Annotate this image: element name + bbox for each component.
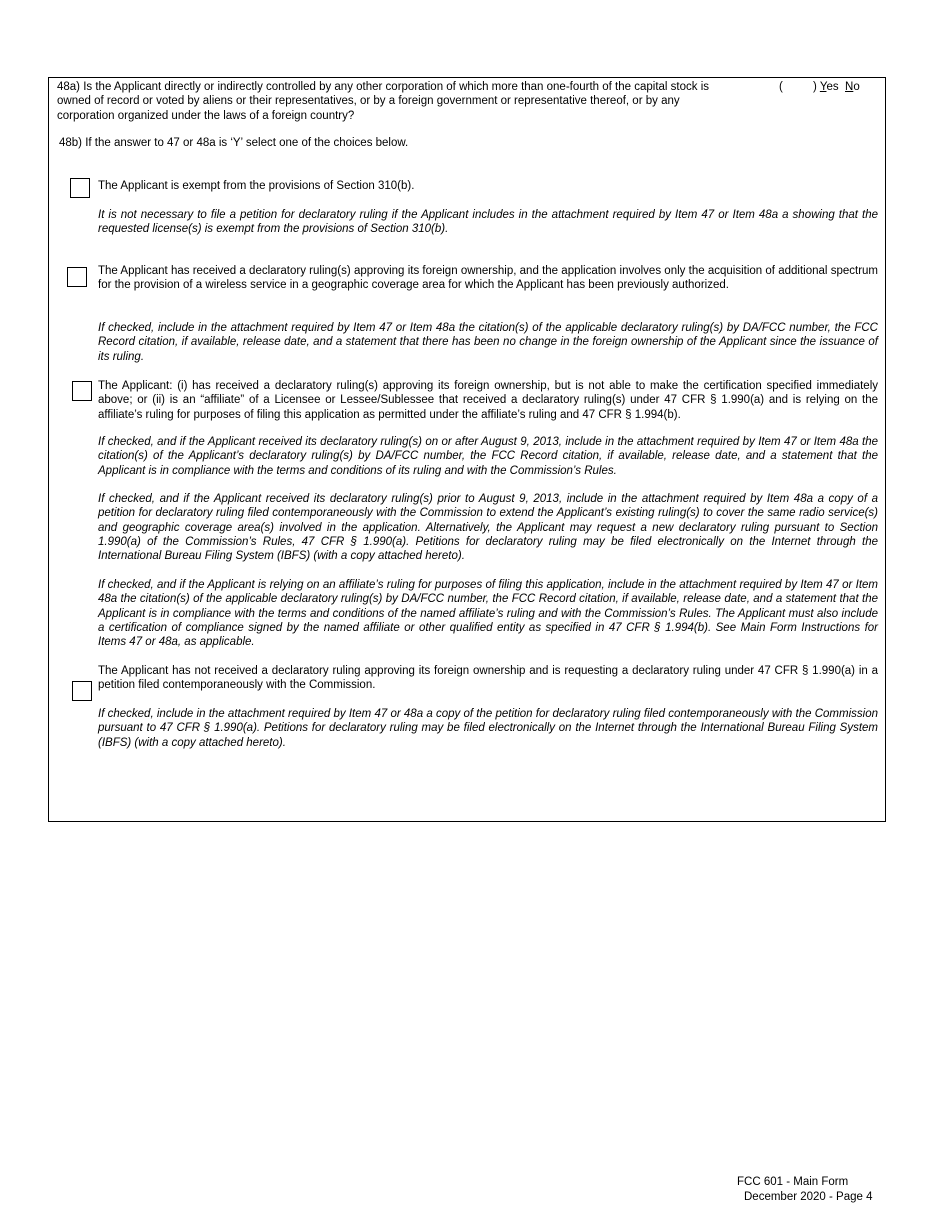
option-requesting-ruling-checkbox[interactable] <box>72 681 92 701</box>
yes-no-field[interactable] <box>779 80 860 94</box>
page-footer <box>737 1175 887 1204</box>
option-affiliate-ruling-label: The Applicant: (i) has received a declaratory ruling(s) approving its foreign ownership, but is not able to make the certification specified immediately above; or (ii) is an “affiliate” of a Licensee or Lessee/Sublessee that received a declaratory ruling(s) under 47 CFR § 1.990(a) and is relying on the affiliate’s ruling for purposes of filing this application as permitted under the affiliate’s ruling and 47 CFR § 1.994(b). <box>98 380 878 421</box>
question-48-section <box>48 77 886 822</box>
option-requesting-ruling-note: If checked, include in the attachment required by Item 47 or 48a a copy of the petition for declaratory ruling filed contemporaneously with the Commission pursuant to 47 CFR § 1.990(a). Petitions for declaratory ruling may be filed electronically on the Internet through the International Bureau Filing System (IBFS) (with a copy attached hereto). <box>98 708 878 749</box>
option-declaratory-ruling-checkbox[interactable] <box>67 267 87 287</box>
option-exempt-note: It is not necessary to file a petition for declaratory ruling if the Applicant includes in the attachment required by Item 47 or Item 48a a showing that the requested license(s) is exempt from the provisions of Section 310(b). <box>98 209 878 236</box>
option-declaratory-ruling-label: The Applicant has received a declaratory ruling(s) approving its foreign ownership, and the application involves only the acquisition of additional spectrum for the provision of a wireless service in a geographic coverage area for which the Applicant has been previously authorized. <box>98 265 878 292</box>
option-affiliate-ruling-checkbox[interactable] <box>72 381 92 401</box>
no-initial: N <box>845 81 854 93</box>
yes-initial: Y <box>819 81 827 93</box>
question-48a-text: 48a) Is the Applicant directly or indirectly controlled by any other corporation of which more than one-fourth of the capital stock is owned of record or voted by aliens or their representatives, or by a foreign government or representative thereof, or by any corporation organized under the laws of a foreign country? <box>57 81 710 122</box>
option-affiliate-ruling-note-after-2013: If checked, and if the Applicant received its declaratory ruling(s) on or after August 9, 2013, include in the attachment required by Item 47 or Item 48a the citation(s) of the Applicant’s declaratory ruling(s) by DA/FCC number, the FCC Record citation, if available, release date, and a statement that the Applicant is in compliance with the terms and conditions of its ruling and with the Commission’s Rules. <box>98 436 878 477</box>
yes-rest: es <box>826 81 839 93</box>
no-rest: o <box>853 81 860 93</box>
option-affiliate-ruling-note-before-2013: If checked, and if the Applicant received its declaratory ruling(s) prior to August 9, 2013, include in the attachment required by Item 48a a copy of a petition for declaratory ruling filed contemporaneously with the Commission to extend the Applicant’s existing ruling(s) to cover the same radio service(s) and geographic coverage area(s) involved in the application. Alternatively, the Applicant may request a new declaratory ruling pursuant to Section 1.990(a) of the Commission’s Rules, 47 CFR § 1.990(a). Petitions for declaratory ruling may be filed electronically on the Internet through the International Bureau Filing System (IBFS) (with a copy attached hereto). <box>98 493 878 563</box>
option-exempt-label: The Applicant is exempt from the provisions of Section 310(b). <box>98 180 415 192</box>
option-requesting-ruling-label: The Applicant has not received a declaratory ruling approving its foreign ownership and is requesting a declaratory ruling under 47 CFR § 1.990(a) in a petition filed contemporaneously with the Commission. <box>98 665 878 692</box>
option-exempt-checkbox[interactable] <box>70 178 90 198</box>
answer-paren-open: ( <box>779 81 783 93</box>
option-affiliate-ruling-note-affiliate: If checked, and if the Applicant is relying on an affiliate’s ruling for purposes of filing this application, include in the attachment required by Item 47 or Item 48a the citation(s) of the applicable declaratory ruling(s) by DA/FCC number, the FCC Record citation, if available, release date, and a statement that the Applicant is in compliance with the terms and conditions of the named affiliate’s ruling and with the Commission’s Rules. The Applicant must also include a certification of compliance signed by the named affiliate or other qualified entity as specified in 47 CFR § 1.994(b). See Main Form Instructions for Items 47 or 48a, as applicable. <box>98 579 878 649</box>
answer-paren-close: ) <box>813 81 817 93</box>
question-48b-text: 48b) If the answer to 47 or 48a is ‘Y’ select one of the choices below. <box>59 137 409 149</box>
form-date-page: December 2020 - Page 4 <box>744 1190 873 1203</box>
form-name: FCC 601 - Main Form <box>737 1176 849 1188</box>
option-declaratory-ruling-note: If checked, include in the attachment required by Item 47 or Item 48a the citation(s) of the applicable declaratory ruling(s) by DA/FCC number, the FCC Record citation, if available, release date, and a statement that there has been no change in the foreign ownership of the Applicant since the issuance of its ruling. <box>98 322 878 363</box>
